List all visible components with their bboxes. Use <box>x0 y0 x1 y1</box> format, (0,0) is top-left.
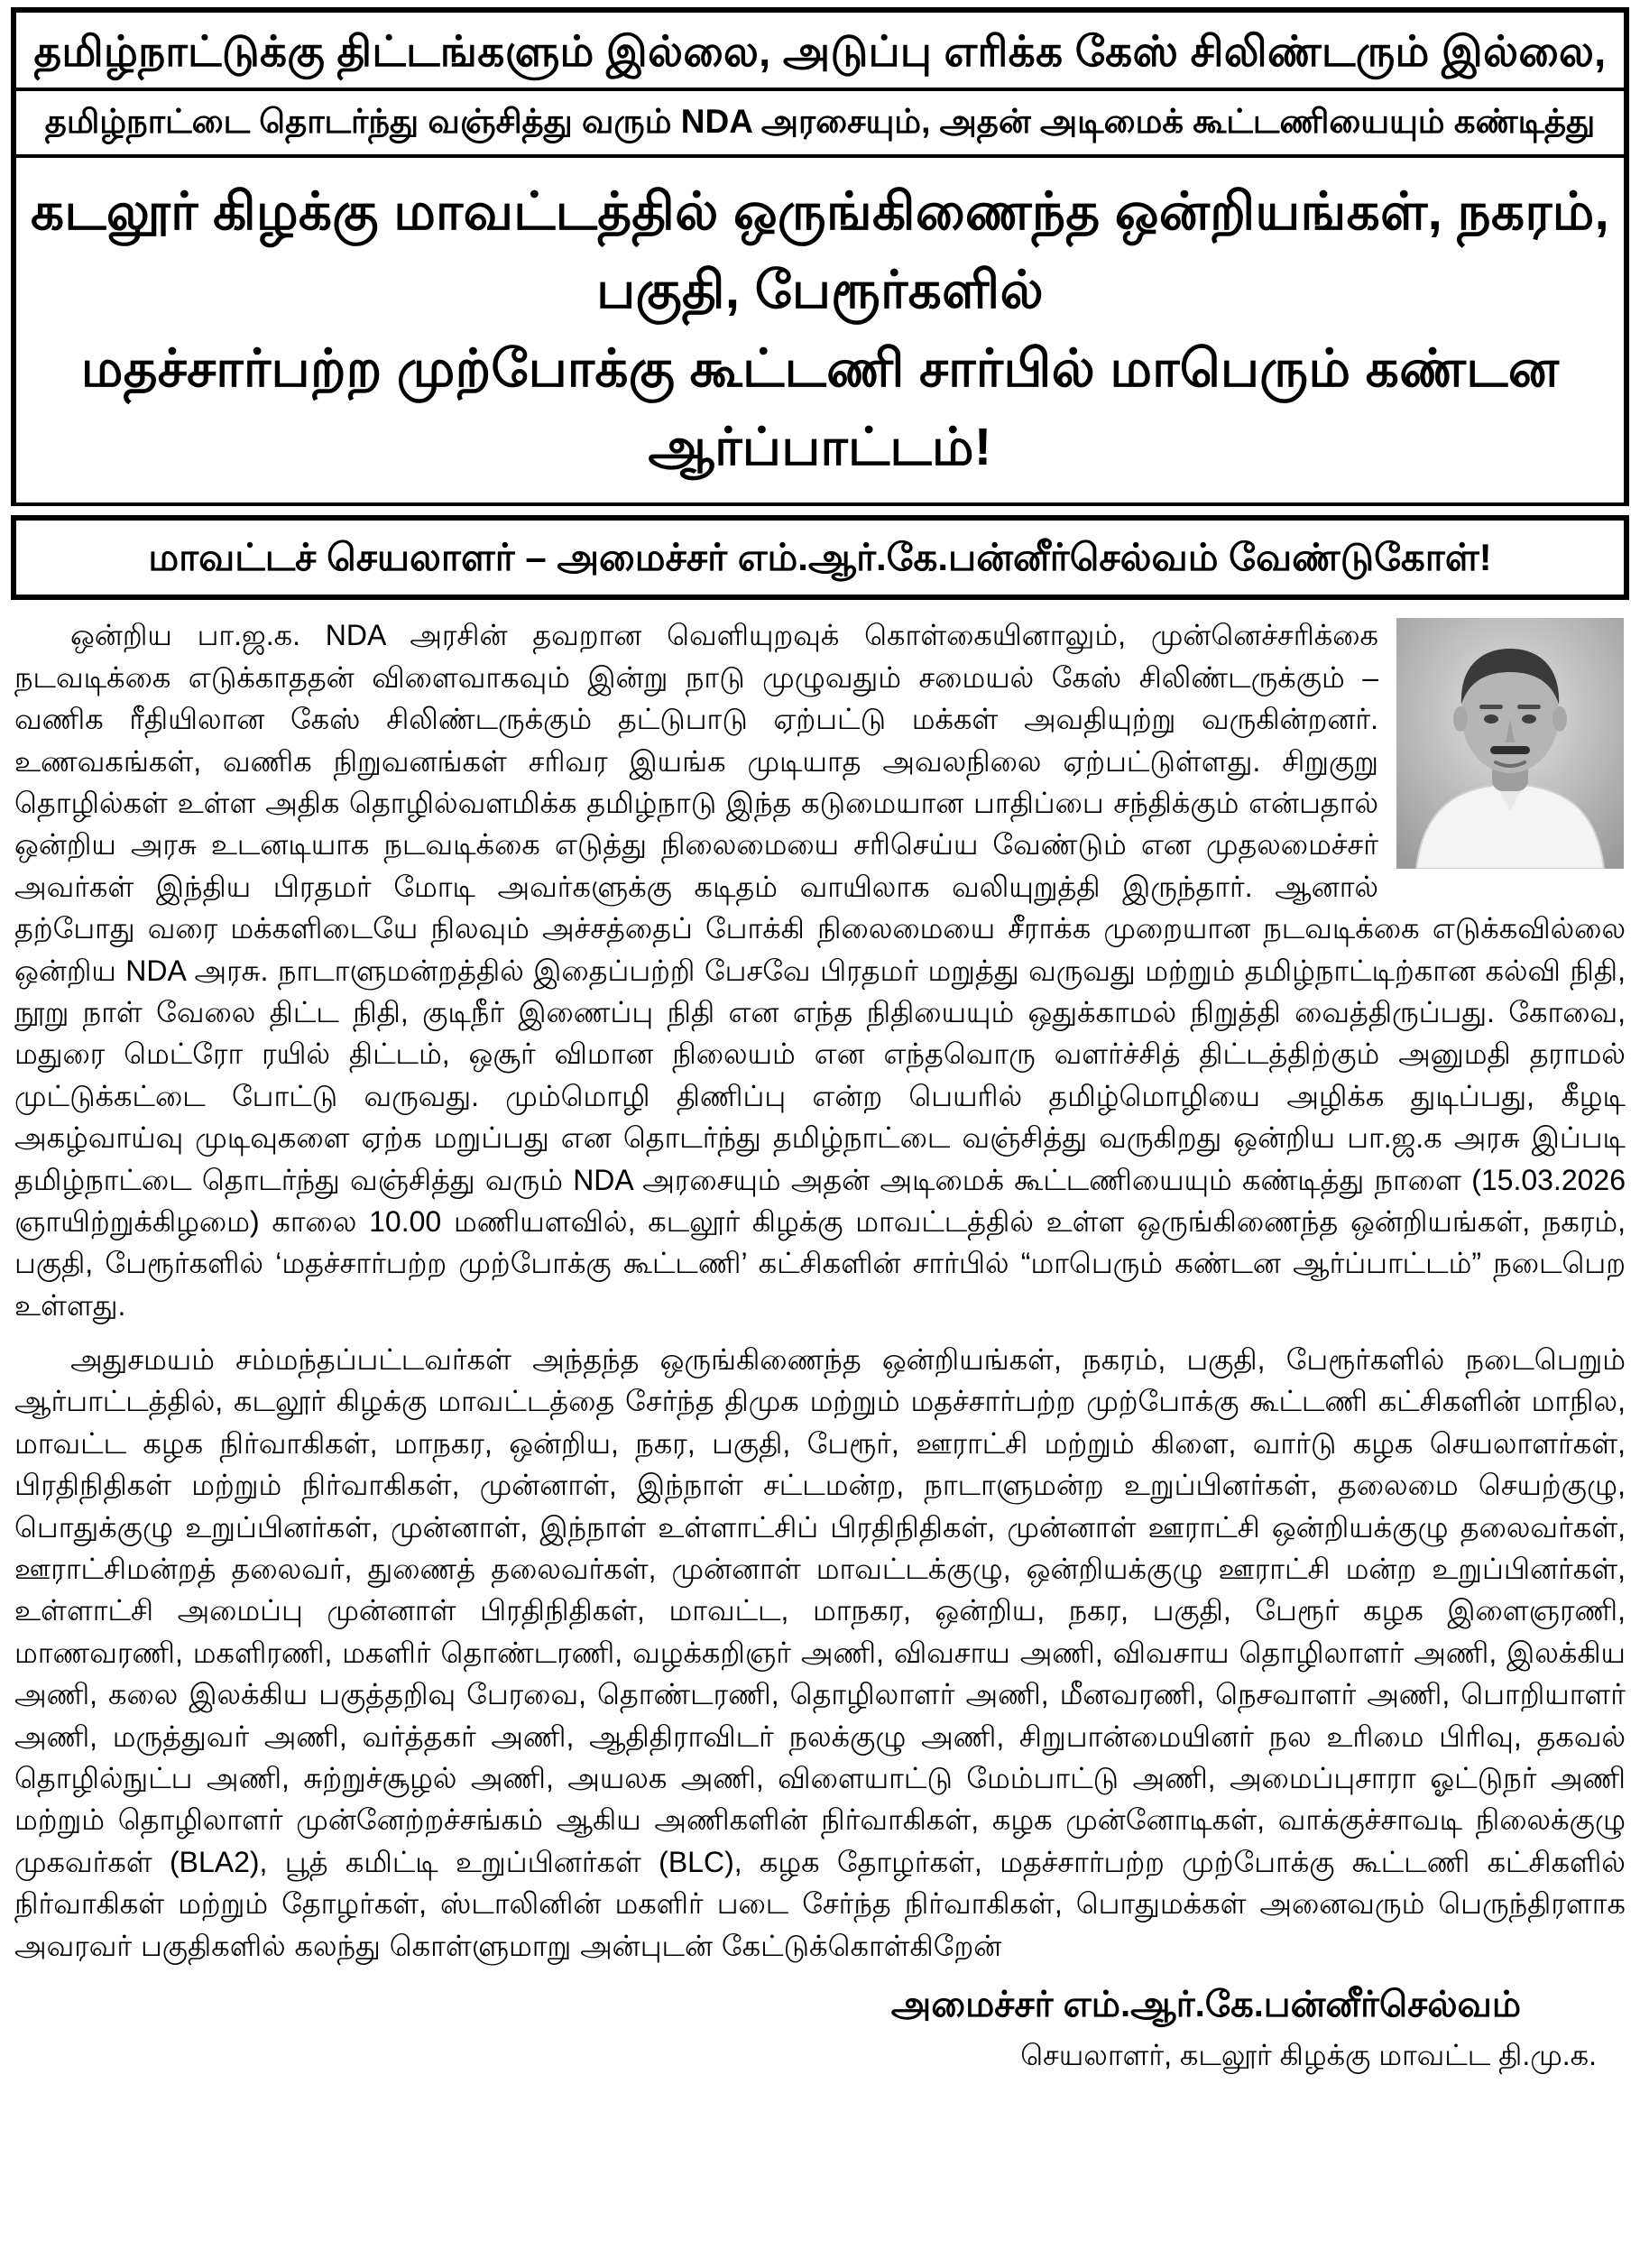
header-box <box>11 7 1629 158</box>
headline-line-2: மதச்சார்பற்ற முற்போக்கு கூட்டணி சார்பில் மாபெரும் கண்டன ஆர்ப்பாட்டம்! <box>80 338 1560 476</box>
signature-title: செயலாளர், கடலூர் கிழக்கு மாவட்ட தி.மு.க. <box>1020 2038 1597 2071</box>
signature-block <box>11 1979 1629 2076</box>
header-line-2: தமிழ்நாட்டை தொடர்ந்து வஞ்சித்து வரும் NDA அரசையும், அதன் அடிமைக் கூட்டணியையும் கண்டித்து <box>44 102 1596 140</box>
body-block <box>11 614 1629 1967</box>
body-paragraph-1: ஒன்றிய பா.ஜ.க. NDA அரசின் தவறான வெளியுறவுக் கொள்கையினாலும், முன்னெச்சரிக்கை நடவடிக்கை எடுக்காததன் விளைவாகவும் இன்று நாடு முழுவதும் சமையல் கேஸ் சிலிண்டருக்கும் – வணிக ரீதியிலான கேஸ் சிலிண்டருக்கும் தட்டுபாடு ஏற்பட்டு மக்கள் அவதியுற்று வருகின்றனர். உணவகங்கள், வணிக நிறுவனங்கள் சரிவர இயங்க முடியாத அவலநிலை ஏற்பட்டுள்ளது. சிறுகுறு தொழில்கள் உள்ள அதிக தொழில்வளமிக்க தமிழ்நாடு இந்த கடுமையான பாதிப்பை சந்திக்கும் என்பதால் ஒன்றிய அரசு உடனடியாக நடவடிக்கை எடுத்து நிலைமையை சரிசெய்ய வேண்டும் என முதலமைச்சர் அவர்கள் இந்திய பிரதமர் மோடி அவர்களுக்கு கடிதம் வாயிலாக வலியுறுத்தி இருந்தார். ஆனால் தற்போது வரை மக்களிடையே நிலவும் அச்சத்தைப் போக்கி நிலைமையை சீராக்க முறையான நடவடிக்கை எடுக்கவில்லை ஒன்றிய NDA அரசு. நாடாளுமன்றத்தில் இதைப்பற்றி பேசவே பிரதமர் மறுத்து வருவது மற்றும் தமிழ்நாட்டிற்கான கல்வி நிதி, நூறு நாள் வேலை திட்ட நிதி, குடிநீர் இணைப்பு நிதி என எந்த நிதியையும் ஒதுக்காமல் நிறுத்தி வைத்திருப்பது. கோவை, மதுரை மெட்ரோ ரயில் திட்டம், ஒசூர் விமான நிலையம் என எந்தவொரு வளர்ச்சித் திட்டத்திற்கும் அனுமதி தராமல் முட்டுக்கட்டை போட்டு வருவது. மும்மொழி திணிப்பு என்ற பெயரில் தமிழ்மொழியை அழிக்க துடிப்பது, கீழடி அகழ்வாய்வு முடிவுகளை ஏற்க மறுப்பது என தொடர்ந்து தமிழ்நாட்டை வஞ்சித்து வருகிறது ஒன்றிய பா.ஜ.க அரசு இப்படி தமிழ்நாட்டை தொடர்ந்து வஞ்சித்து வரும் NDA அரசையும் அதன் அடிமைக் கூட்டணியையும் கண்டித்து நாளை (15.03.2026 ஞாயிற்றுக்கிழமை) காலை 10.00 மணியளவில், கடலூர் கிழக்கு மாவட்டத்தில் உள்ள ஒருங்கிணைந்த ஒன்றியங்கள், நகரம், பகுதி, பேரூர்களில் ‘மதச்சார்பற்ற முற்போக்கு கூட்டணி’ கட்சிகளின் சார்பில் “மாபெரும் கண்டன ஆர்ப்பாட்டம்” நடைபெற உள்ளது. <box>14 619 1626 1322</box>
headline-box <box>11 158 1629 506</box>
body-paragraph-2: அதுசமயம் சம்மந்தப்பட்டவர்கள் அந்தந்த ஒருங்கிணைந்த ஒன்றியங்கள், நகரம், பகுதி, பேரூர்களில் நடைபெறும் ஆர்பாட்டத்தில், கடலூர் கிழக்கு மாவட்டத்தை சேர்ந்த திமுக மற்றும் மதச்சார்பற்ற முற்போக்கு கூட்டணி கட்சிகளின் மாநில, மாவட்ட கழக நிர்வாகிகள், மாநகர, ஒன்றிய, நகர, பகுதி, பேரூர், ஊராட்சி மற்றும் கிளை, வார்டு கழக செயலாளர்கள், பிரதிநிதிகள் மற்றும் நிர்வாகிகள், முன்னாள், இந்நாள் சட்டமன்ற, நாடாளுமன்ற உறுப்பினர்கள், தலைமை செயற்குழு, பொதுக்குழு உறுப்பினர்கள், முன்னாள், இந்நாள் உள்ளாட்சிப் பிரதிநிதிகள், முன்னாள் ஊராட்சி ஒன்றியக்குழு தலைவர்கள், ஊராட்சிமன்றத் தலைவர், துணைத் தலைவர்கள், முன்னாள் மாவட்டக்குழு, ஒன்றியக்குழு ஊராட்சி மன்ற உறுப்பினர்கள், உள்ளாட்சி அமைப்பு முன்னாள் பிரதிநிதிகள், மாவட்ட, மாநகர, ஒன்றிய, நகர, பகுதி, பேரூர் கழக இளைஞரணி, மாணவரணி, மகளிரணி, மகளிர் தொண்டரணி, வழக்கறிஞர் அணி, விவசாய அணி, விவசாய தொழிலாளர் அணி, இலக்கிய அணி, கலை இலக்கிய பகுத்தறிவு பேரவை, தொண்டரணி, தொழிலாளர் அணி, மீனவரணி, நெசவாளர் அணி, பொறியாளர் அணி, மருத்துவர் அணி, வர்த்தகர் அணி, ஆதிதிராவிடர் நலக்குழு அணி, சிறுபான்மையினர் நல உரிமை பிரிவு, தகவல் தொழில்நுட்ப அணி, சுற்றுச்சூழல் அணி, அயலக அணி, விளையாட்டு மேம்பாட்டு அணி, அமைப்புசாரா ஓட்டுநர் அணி மற்றும் தொழிலாளர் முன்னேற்றச்சங்கம் ஆகிய அணிகளின் நிர்வாகிகள், கழக முன்னோடிகள், வாக்குச்சாவடி நிலைக்குழு முகவர்கள் (BLA2), பூத் கமிட்டி உறுப்பினர்கள் (BLC), கழக தோழர்கள், மதச்சார்பற்ற முற்போக்கு கூட்டணி கட்சிகளில் நிர்வாகிகள் மற்றும் தோழர்கள், ஸ்டாலினின் மகளிர் படை சேர்ந்த நிர்வாகிகள், பொதுமக்கள் அனைவரும் பெருந்திரளாக அவரவர் பகுதிகளில் கலந்து கொள்ளுமாறு அன்புடன் கேட்டுக்கொள்கிறேன் <box>14 1343 1626 1962</box>
appeal-box: மாவட்டச் செயலாளர் – அமைச்சர் எம்.ஆர்.கே.பன்னீர்செல்வம் வேண்டுகோள்! <box>11 515 1629 601</box>
signature-name: அமைச்சர் எம்.ஆர்.கே.பன்னீர்செல்வம் <box>890 1984 1521 2024</box>
portrait-photo <box>1396 618 1624 869</box>
headline-line-1: கடலூர் கிழக்கு மாவட்டத்தில் ஒருங்கிணைந்த ஒன்றியங்கள், நகரம், பகுதி, பேரூர்களில் <box>30 181 1610 319</box>
header-line-1: தமிழ்நாட்டுக்கு திட்டங்களும் இல்லை, அடுப்பு எரிக்க கேஸ் சிலிண்டரும் இல்லை, <box>33 27 1607 75</box>
portrait-photo-graphic <box>1396 618 1624 869</box>
